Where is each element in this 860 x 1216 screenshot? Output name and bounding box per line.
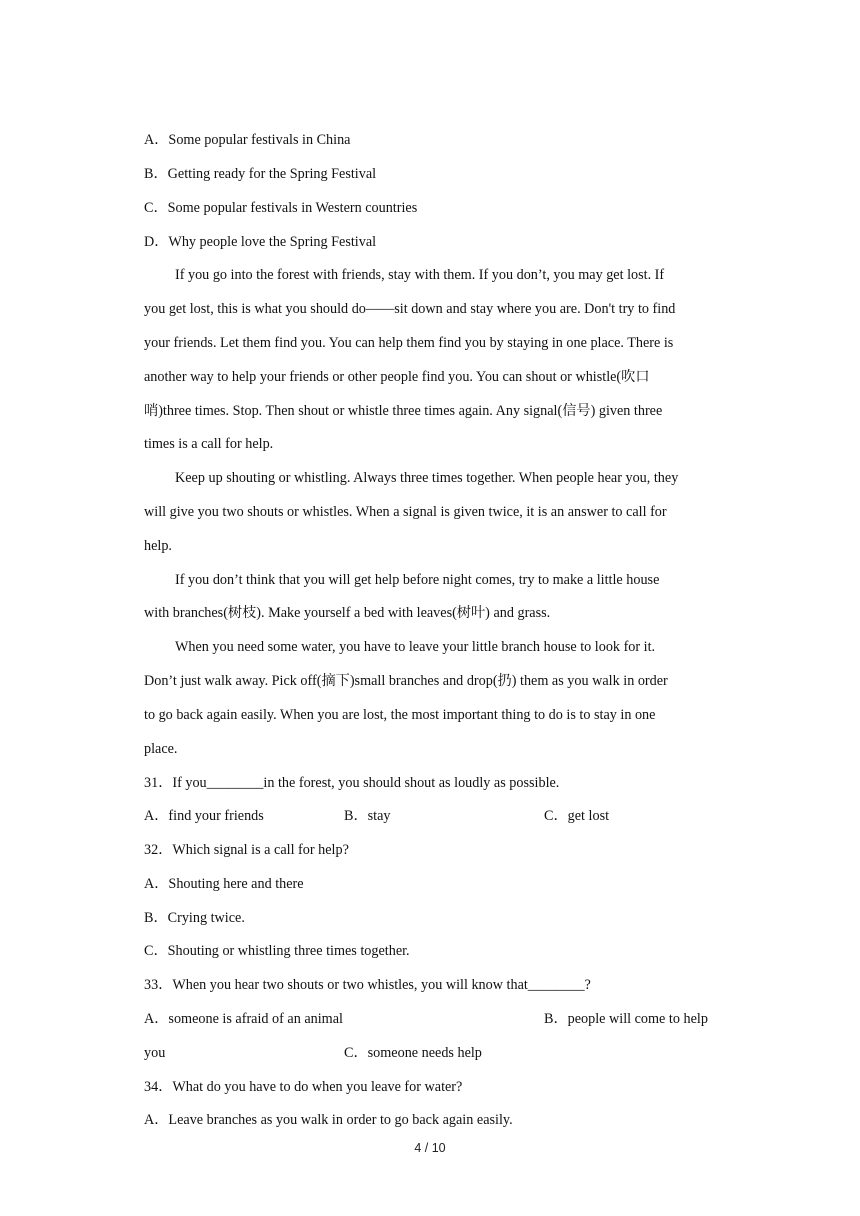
- q33-option-b: B．people will come to help: [544, 1011, 708, 1027]
- passage-line: If you go into the forest with friends, stay with them. If you don’t, you may get lost. If: [175, 267, 665, 283]
- passage-line: to go back again easily. When you are lost, the most important thing to do is to stay in one: [144, 707, 656, 723]
- passage-line: When you need some water, you have to leave your little branch house to look for it.: [175, 639, 656, 655]
- q32-option-b: B．Crying twice.: [144, 910, 245, 926]
- option-line: A．Some popular festivals in China: [144, 132, 351, 148]
- option-line: C．Some popular festivals in Western countries: [144, 200, 418, 216]
- passage-line: times is a call for help.: [144, 436, 274, 452]
- q31-option-a: A．find your friends: [144, 808, 264, 824]
- q31-option-b: B．stay: [344, 808, 391, 824]
- q33-option-a: A．someone is afraid of an animal: [144, 1011, 343, 1027]
- q32-option-c: C．Shouting or whistling three times together.: [144, 943, 410, 959]
- passage-line: another way to help your friends or other people find you. You can shout or whistle(吹口: [144, 369, 650, 385]
- passage-line: Don’t just walk away. Pick off(摘下)small branches and drop(扔) them as you walk in order: [144, 673, 668, 689]
- passage-line: with branches(树枝). Make yourself a bed with leaves(树叶) and grass.: [144, 605, 551, 621]
- question-33-stem: 33．When you hear two shouts or two whistles, you will know that________?: [144, 977, 591, 993]
- passage-line: will give you two shouts or whistles. When a signal is given twice, it is an answer to call for: [144, 504, 667, 520]
- option-line: D．Why people love the Spring Festival: [144, 234, 377, 250]
- passage-line: If you don’t think that you will get help before night comes, try to make a little house: [175, 572, 660, 588]
- question-34-stem: 34．What do you have to do when you leave for water?: [144, 1079, 463, 1095]
- question-32-stem: 32．Which signal is a call for help?: [144, 842, 349, 858]
- q33-option-b-continued: you: [144, 1045, 166, 1061]
- option-line: B．Getting ready for the Spring Festival: [144, 166, 377, 182]
- passage-line: 哨)three times. Stop. Then shout or whistle three times again. Any signal(信号) given three: [144, 403, 663, 419]
- q31-option-c: C．get lost: [544, 808, 610, 824]
- q34-option-a: A．Leave branches as you walk in order to go back again easily.: [144, 1112, 513, 1128]
- passage-line: Keep up shouting or whistling. Always three times together. When people hear you, they: [175, 470, 679, 486]
- passage-line: you get lost, this is what you should do——sit down and stay where you are. Don't try to find: [144, 301, 676, 317]
- page-number: 4 / 10: [414, 1141, 446, 1155]
- passage-line: help.: [144, 538, 172, 554]
- q33-option-c: C．someone needs help: [344, 1045, 482, 1061]
- passage-line: your friends. Let them find you. You can help them find you by staying in one place. There is: [144, 335, 674, 351]
- passage-line: place.: [144, 741, 178, 757]
- q32-option-a: A．Shouting here and there: [144, 876, 304, 892]
- question-31-stem: 31．If you________in the forest, you should shout as loudly as possible.: [144, 775, 560, 791]
